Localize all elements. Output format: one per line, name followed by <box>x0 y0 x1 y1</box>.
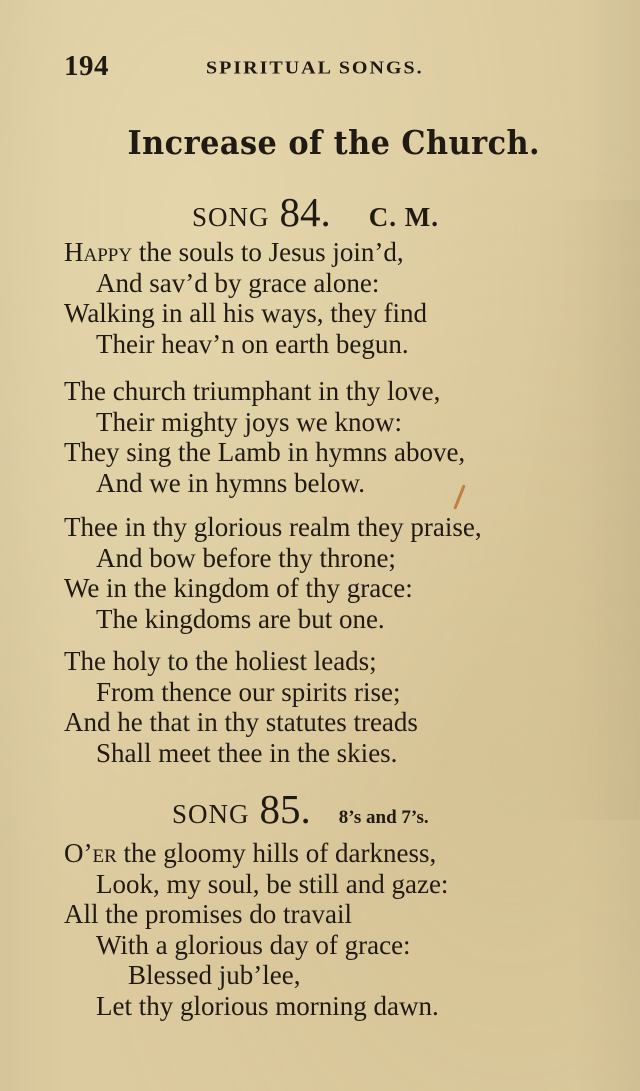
verse-line: Their mighty joys we know: <box>96 406 402 437</box>
song-number: 85. <box>259 786 311 832</box>
song-85-heading <box>172 785 640 833</box>
running-head <box>64 50 584 90</box>
verse-line: Their heav’n on earth begun. <box>96 328 409 359</box>
verse-line: Let thy glorious morning dawn. <box>96 990 439 1021</box>
drop-word: Happy <box>64 237 133 267</box>
verse-line: Look, my soul, be still and gaze: <box>96 868 449 899</box>
running-title: SPIRITUAL SONGS. <box>206 57 424 79</box>
verse-line: And we in hymns below. <box>96 467 365 498</box>
verse-line: Blessed jub’lee, <box>128 960 301 990</box>
section-title: Increase of the Church. <box>127 123 541 162</box>
verse-line <box>64 237 624 268</box>
verse-text: the souls to Jesus join’d, <box>132 237 404 267</box>
verse-line: The kingdoms are but one. <box>96 603 385 634</box>
verse-line: They sing the Lamb in hymns above, <box>64 437 466 467</box>
verse-line <box>64 838 624 869</box>
verse-line: Thee in thy glorious realm they praise, <box>64 512 482 542</box>
song-label: SONG <box>192 202 270 232</box>
verse-line: And sav’d by grace alone: <box>96 267 380 298</box>
song-label: SONG <box>172 799 250 829</box>
page-number: 194 <box>64 50 109 82</box>
stanza <box>64 512 624 634</box>
drop-word: O’er <box>64 838 117 868</box>
verse-line: The church triumphant in thy love, <box>64 376 441 406</box>
verse-line: The holy to the holiest leads; <box>64 646 377 676</box>
verse-line: With a glorious day of grace: <box>96 929 411 960</box>
verse-line: From thence our spirits rise; <box>96 676 401 707</box>
song-meter: C. M. <box>368 202 439 232</box>
stanza <box>64 237 624 359</box>
stanza <box>64 646 624 768</box>
song-84-heading <box>192 188 640 236</box>
verse-line: Shall meet thee in the skies. <box>96 737 398 768</box>
verse-line: Walking in all his ways, they find <box>64 298 428 328</box>
stanza <box>64 838 624 1021</box>
stanza <box>64 376 624 498</box>
verse-line: All the promises do travail <box>64 899 352 929</box>
verse-line: And bow before thy throne; <box>96 542 396 573</box>
verse-line: And he that in thy statutes treads <box>64 707 418 737</box>
verse-line: We in the kingdom of thy grace: <box>64 573 413 603</box>
song-meter: 8’s and 7’s. <box>338 807 429 828</box>
song-number: 84. <box>279 189 331 235</box>
verse-text: the gloomy hills of darkness, <box>116 838 437 868</box>
